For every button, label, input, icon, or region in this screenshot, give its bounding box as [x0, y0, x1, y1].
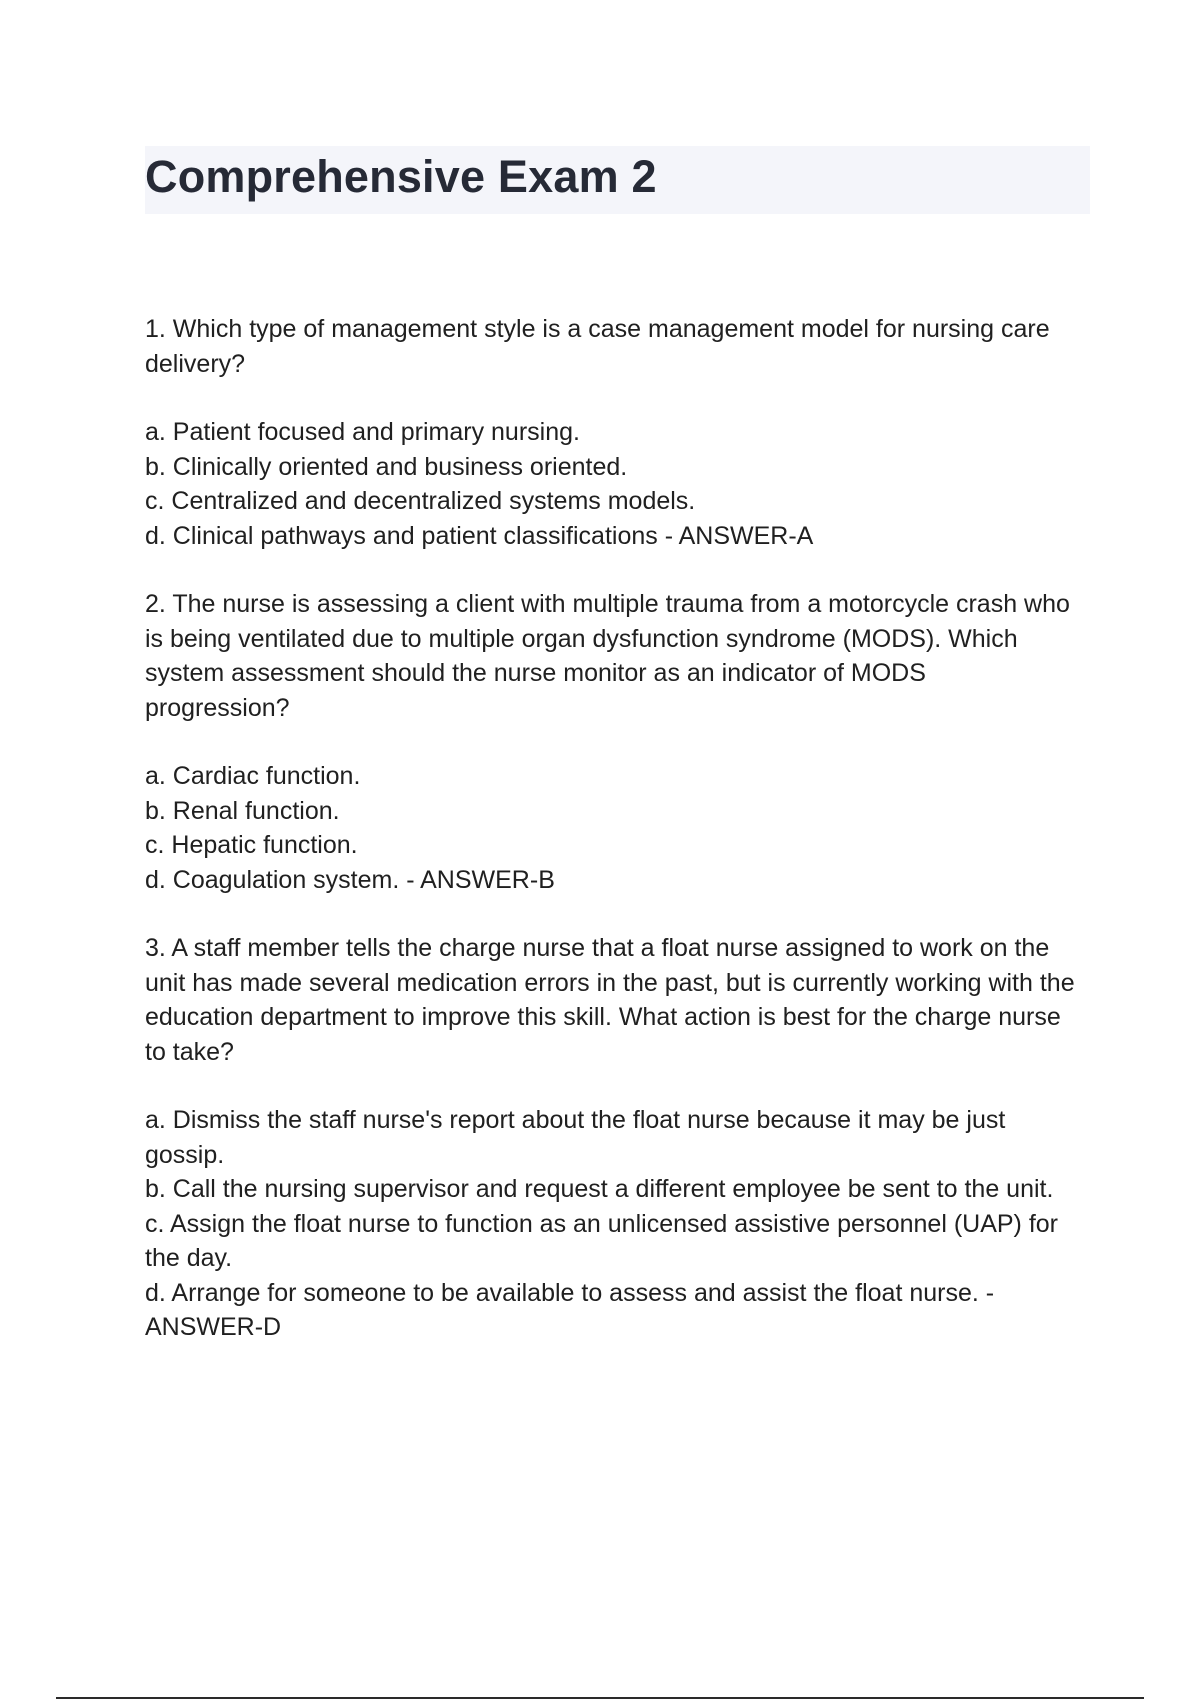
question-list — [145, 312, 1075, 1379]
question-text: 2. The nurse is assessing a client with multiple trauma from a motorcycle crash who is being ventilated due to multiple organ dysfunction syndrome (MODS). Which system assessment should the nurse monitor as an indicator of MODS progression? — [145, 590, 1070, 722]
answer-options — [145, 415, 1075, 553]
question-text: 3. A staff member tells the charge nurse that a float nurse assigned to work on the unit has made several medication errors in the past, but is currently working with the education department to improve this skill. What action is best for the charge nurse to take? — [145, 934, 1075, 1066]
question-1 — [145, 312, 1075, 553]
option-b: b. Call the nursing supervisor and request a different employee be sent to the unit. — [145, 1175, 1054, 1203]
option-c: c. Assign the float nurse to function as an unlicensed assistive personnel (UAP) for the day. — [145, 1209, 1058, 1272]
option-d: d. Arrange for someone to be available to assess and assist the float nurse. - ANSWER-D — [145, 1278, 995, 1341]
question-3 — [145, 931, 1075, 1345]
title-banner — [145, 146, 1090, 214]
option-a: a. Cardiac function. — [145, 762, 361, 790]
option-c: c. Hepatic function. — [145, 831, 358, 859]
option-a: a. Dismiss the staff nurse's report about the float nurse because it may be just gossip. — [145, 1106, 1006, 1169]
page-title: Comprehensive Exam 2 — [145, 151, 657, 202]
option-c: c. Centralized and decentralized systems models. — [145, 487, 696, 515]
option-d: d. Coagulation system. - ANSWER-B — [145, 865, 555, 894]
footer-divider — [56, 1697, 1144, 1699]
option-a: a. Patient focused and primary nursing. — [145, 418, 580, 446]
answer-options — [145, 759, 1075, 897]
question-text: 1. Which type of management style is a case management model for nursing care delivery? — [145, 315, 1050, 378]
answer-options — [145, 1103, 1075, 1345]
option-b: b. Clinically oriented and business oriented. — [145, 452, 628, 481]
option-b: b. Renal function. — [145, 796, 340, 825]
question-2 — [145, 587, 1075, 897]
option-d: d. Clinical pathways and patient classifications - ANSWER-A — [145, 521, 814, 550]
